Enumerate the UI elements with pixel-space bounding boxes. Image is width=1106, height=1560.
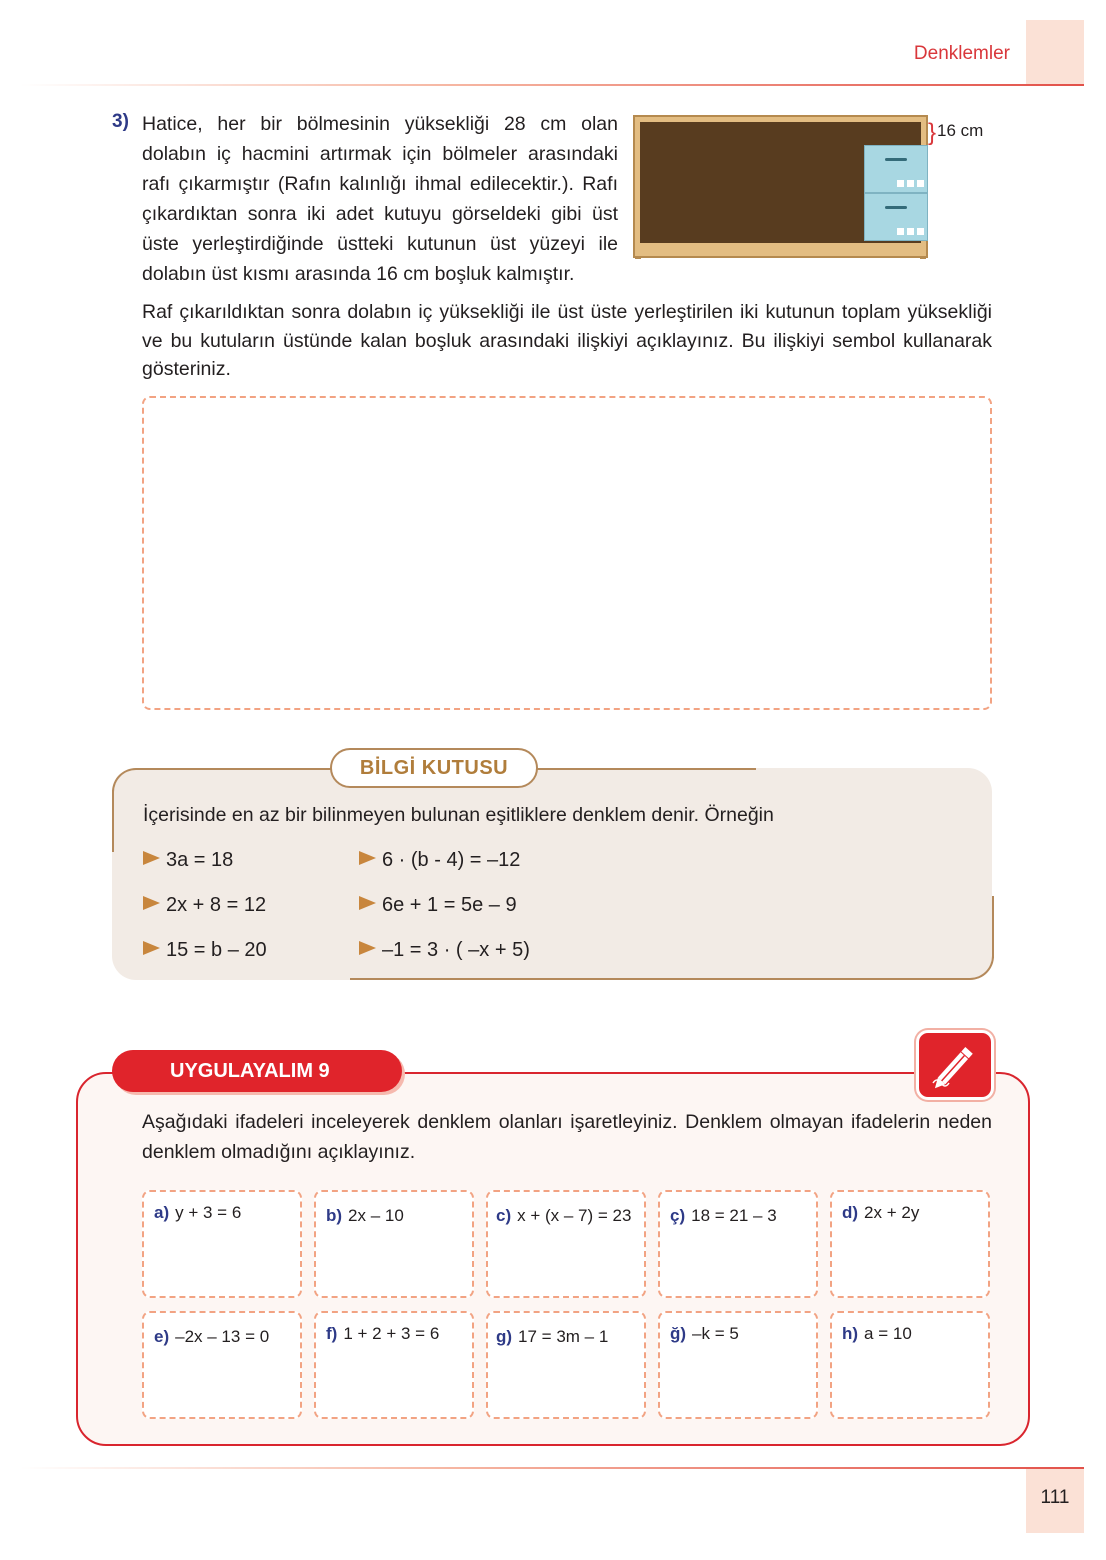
expression-cell[interactable] — [658, 1190, 818, 1298]
item-expression: 18 = 21 – 3 — [691, 1206, 777, 1225]
cabinet-foot — [635, 256, 641, 259]
cabinet-foot — [920, 256, 926, 259]
expression-cell[interactable] — [658, 1311, 818, 1419]
footer-rule — [20, 1467, 1084, 1469]
page-number: 111 — [1040, 1487, 1070, 1508]
storage-box-top — [864, 145, 928, 193]
item-expression: –2x – 13 = 0 — [175, 1327, 270, 1346]
answer-area[interactable] — [142, 396, 992, 710]
problem-text: Hatice, her bir bölmesinin yüksekliği 28 cm olan dolabın iç hacmini artırmak için bölmeler arasındaki rafı çıkarmıştır (Rafın kalınlığı ihmal edilecektir.). Rafı çıkardıktan sonra iki adet kutuyu görseldeki gibi üst üste yerleştirdiğinde üstteki kutunun üst yüzeyi ile dolabın üst kısmı arasında 16 cm boşluk kalmıştır. — [142, 113, 618, 285]
item-expression: 17 = 3m – 1 — [518, 1327, 609, 1346]
example-item: 15 = b – 20 — [143, 939, 267, 962]
activity-instruction: Aşağıdaki ifadeleri inceleyerek denklem olanları işaretleyiniz. Denklem olmayan ifadelerin neden denklem olmadığını açıklayınız. — [142, 1111, 992, 1163]
gap-label: 16 cm — [937, 121, 984, 140]
item-expression: 2x + 2y — [864, 1203, 920, 1222]
storage-box-bottom — [864, 193, 928, 241]
item-expression: y + 3 = 6 — [175, 1203, 242, 1222]
problem-question: Raf çıkarıldıktan sonra dolabın iç yüksekliği ile üst üste yerleştirilen iki kutunun toplam yüksekliği ve bu kutuların üstünde kalan boşluk arasındaki ilişkiyi açıklayınız. Bu ilişkiyi sembol kullanarak gösteriniz. — [142, 301, 992, 380]
expression-cell[interactable] — [142, 1190, 302, 1298]
item-letter: ç) — [670, 1206, 686, 1225]
expression-cell[interactable] — [142, 1311, 302, 1419]
item-letter: g) — [496, 1327, 513, 1346]
expression-cell[interactable] — [830, 1190, 990, 1298]
triangle-bullet-icon — [143, 851, 160, 865]
example-item: 6e + 1 = 5e – 9 — [359, 894, 517, 917]
item-letter: d) — [842, 1203, 859, 1222]
item-letter: a) — [154, 1203, 170, 1222]
expression-cell[interactable] — [486, 1311, 646, 1419]
triangle-bullet-icon — [143, 896, 160, 910]
item-expression: –k = 5 — [692, 1324, 739, 1343]
triangle-bullet-icon — [359, 896, 376, 910]
chapter-title: Denklemler — [913, 43, 1010, 64]
example-item: 6 · (b - 4) = –12 — [359, 849, 520, 872]
item-letter: c) — [496, 1206, 512, 1225]
header-tab — [1026, 20, 1084, 84]
item-letter: b) — [326, 1206, 343, 1225]
triangle-bullet-icon — [359, 941, 376, 955]
triangle-bullet-icon — [359, 851, 376, 865]
example-item: 2x + 8 = 12 — [143, 894, 266, 917]
info-box-border — [992, 896, 994, 958]
example-item: 3a = 18 — [143, 849, 233, 872]
brace-icon: } — [928, 119, 937, 146]
item-expression: a = 10 — [864, 1324, 912, 1343]
expression-cell[interactable] — [314, 1311, 474, 1419]
example-item: –1 = 3 · ( –x + 5) — [359, 939, 530, 962]
activity-title: UYGULAYALIM 9 — [112, 1050, 402, 1092]
item-letter: e) — [154, 1327, 170, 1346]
item-expression: 2x – 10 — [348, 1206, 404, 1225]
item-expression: x + (x – 7) = 23 — [517, 1206, 632, 1225]
triangle-bullet-icon — [143, 941, 160, 955]
problem-number: 3) — [112, 111, 129, 132]
item-letter: h) — [842, 1324, 859, 1343]
item-letter: ğ) — [670, 1324, 687, 1343]
info-box-title: BİLGİ KUTUSU — [330, 748, 538, 788]
item-expression: 1 + 2 + 3 = 6 — [343, 1324, 440, 1343]
expression-cell[interactable] — [830, 1311, 990, 1419]
expression-cell[interactable] — [314, 1190, 474, 1298]
item-letter: f) — [326, 1324, 338, 1343]
expression-cell[interactable] — [486, 1190, 646, 1298]
info-box-border — [112, 790, 114, 852]
pencil-icon — [916, 1030, 994, 1100]
info-box-intro: İçerisinde en az bir bilinmeyen bulunan eşitliklere denklem denir. Örneğin — [143, 804, 774, 826]
header-rule — [20, 84, 1084, 86]
